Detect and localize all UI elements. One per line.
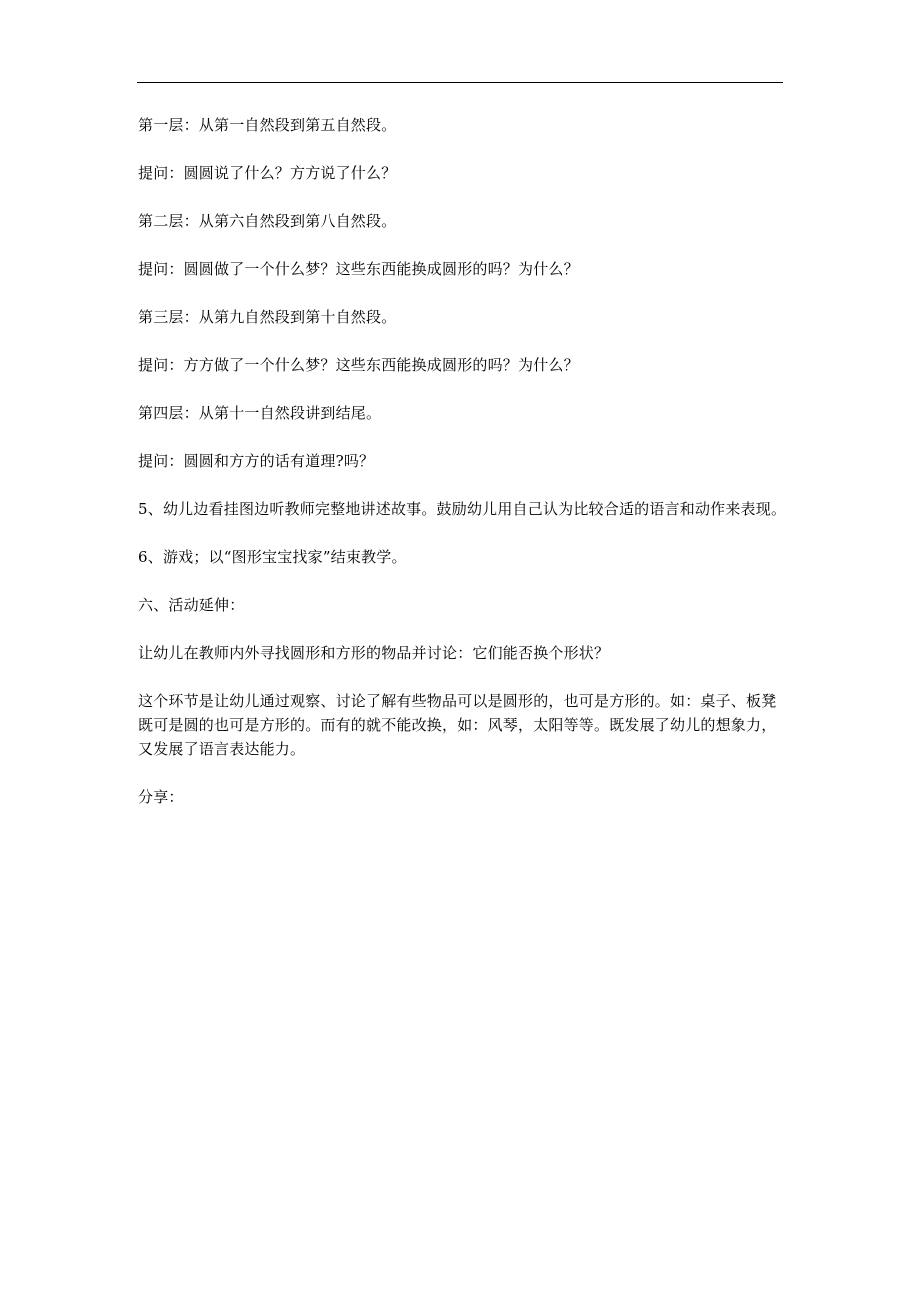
paragraph-extension-task: 让幼儿在教师内外寻找圆形和方形的物品并讨论：它们能否换个形状？ — [138, 644, 610, 662]
paragraph-layer-4: 第四层：从第十一自然段讲到结尾。 — [138, 404, 382, 422]
paragraph-layer-3: 第三层：从第九自然段到第十自然段。 — [138, 308, 397, 326]
paragraph-question-1: 提问：圆圆说了什么？方方说了什么？ — [138, 164, 397, 182]
paragraph-layer-1: 第一层：从第一自然段到第五自然段。 — [138, 116, 397, 134]
document-body — [138, 113, 788, 833]
paragraph-step-5: 5、幼儿边看挂图边听教师完整地讲述故事。鼓励幼儿用自己认为比较合适的语言和动作来表现。 — [138, 500, 787, 518]
paragraph-share: 分享： — [138, 788, 184, 806]
paragraph-question-4: 提问：圆圆和方方的话有道理?吗？ — [138, 452, 375, 470]
paragraph-question-2: 提问：圆圆做了一个什么梦？这些东西能换成圆形的吗？为什么？ — [138, 260, 579, 278]
section-heading-extension: 六、活动延伸： — [138, 596, 245, 614]
paragraph-layer-2: 第二层：从第六自然段到第八自然段。 — [138, 212, 397, 230]
paragraph-step-6: 6、游戏；以“图形宝宝找家”结束教学。 — [138, 548, 407, 566]
paragraph-extension-explanation: 这个环节是让幼儿通过观察、讨论了解有些物品可以是圆形的，也可是方形的。如：桌子、板凳既可是圆的也可是方形的。而有的就不能改换，如：风琴，太阳等等。既发展了幼儿的想象力，又发展了语言表达能力。 — [138, 692, 777, 758]
paragraph-question-3: 提问：方方做了一个什么梦？这些东西能换成圆形的吗？为什么？ — [138, 356, 579, 374]
header-rule — [137, 82, 783, 83]
